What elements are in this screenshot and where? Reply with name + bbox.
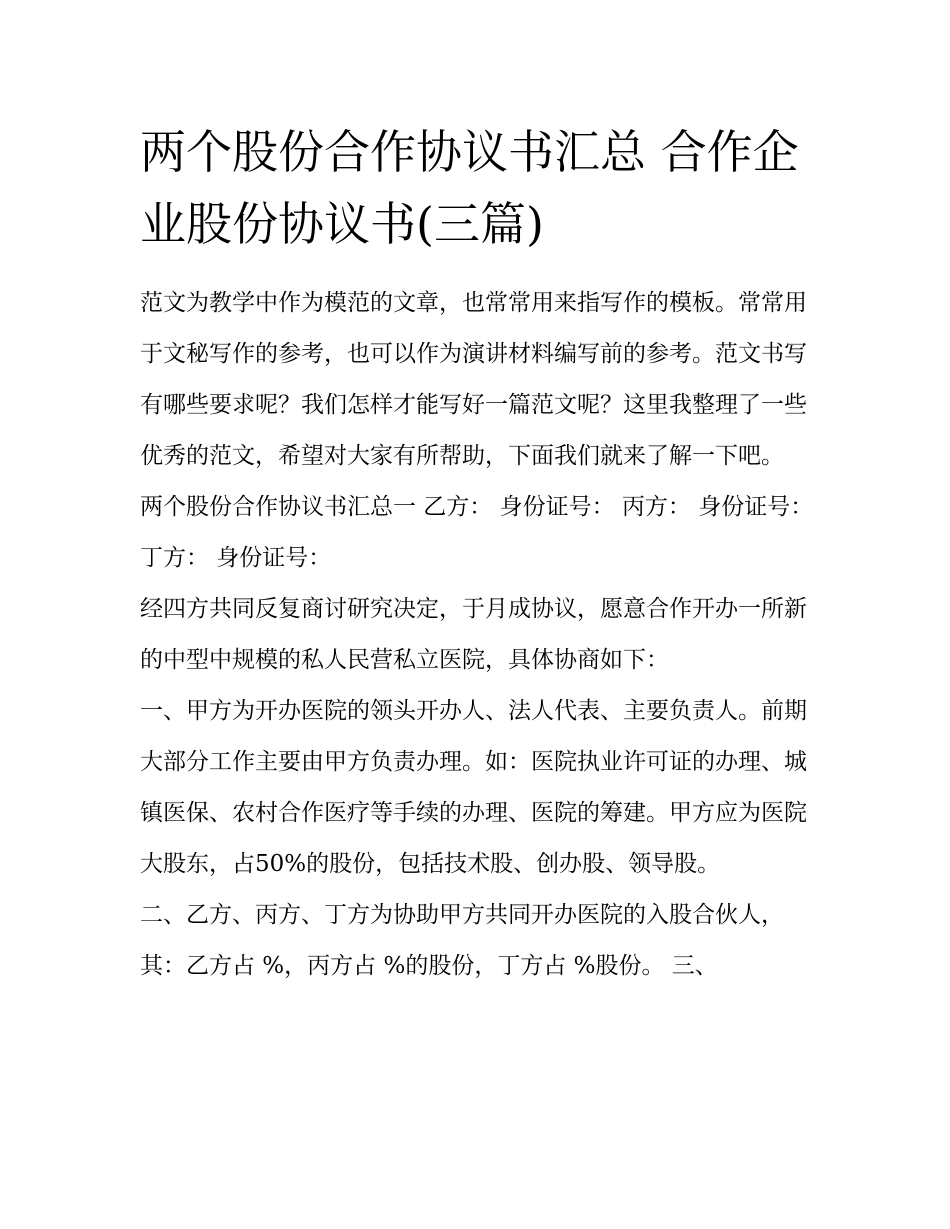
agreement-paragraph: 经四方共同反复商讨研究决定，于月成协议，愿意合作开办一所新的中型中规模的私人民营私立医院，具体协商如下： <box>140 596 807 673</box>
clause-two-paragraph: 二、乙方、丙方、丁方为协助甲方共同开办医院的入股合伙人，其：乙方占 %，丙方占 %的股份，丁方占 %股份。 三、 <box>140 902 784 979</box>
parties-paragraph: 两个股份合作协议书汇总一 乙方： 身份证号： 丙方： 身份证号： 丁方： 身份证号： <box>140 494 814 571</box>
document-body <box>140 278 820 992</box>
document-title: 两个股份合作协议书汇总 合作企业股份协议书(三篇) <box>140 125 799 251</box>
clause-one-paragraph: 一、甲方为开办医院的领头开办人、法人代表、主要负责人。前期大部分工作主要由甲方负责办理。如：医院执业许可证的办理、城镇医保、农村合作医疗等手续的办理、医院的筹建。甲方应为医院大股东，占50%的股份，包括技术股、创办股、领导股。 <box>140 698 807 877</box>
intro-paragraph: 范文为教学中作为模范的文章，也常常用来指写作的模板。常常用于文秘写作的参考，也可以作为演讲材料编写前的参考。范文书写有哪些要求呢？我们怎样才能写好一篇范文呢？这里我整理了一些优秀的范文，希望对大家有所帮助，下面我们就来了解一下吧。 <box>140 290 807 469</box>
